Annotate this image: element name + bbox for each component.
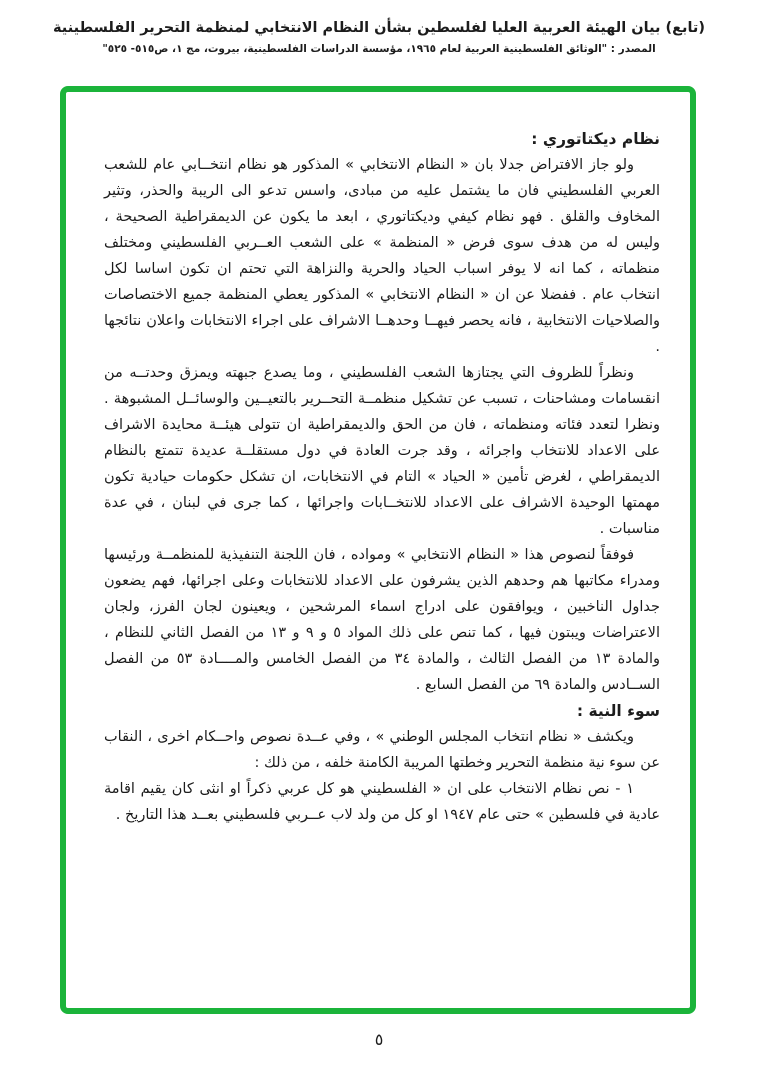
page-title: (تابع) بيان الهيئة العربية العليا لفلسطين بشأن النظام الانتخابي لمنظمة التحرير الفلسطينية: [52, 20, 705, 36]
page-number: ٥: [374, 1030, 384, 1049]
document-header: [0, 20, 758, 55]
source-line: المصدر : "الوثائق الفلسطينية العربية لعام ١٩٦٥، مؤسسة الدراسات الفلسطينية، بيروت، مج ١، ص٥١٥- ٥٢٥": [102, 43, 656, 55]
document-body: [104, 126, 660, 828]
paragraph: ويكشف « نظام انتخاب المجلس الوطني » ، وفي عــدة نصوص واحــكام اخرى ، النقاب عن سوء نية منظمة التحرير وخطتها المريبة الكامنة خلفه ، من ذلك :: [104, 729, 660, 771]
paragraph: ولو جاز الافتراض جدلا بان « النظام الانتخابي » المذكور هو نظام انتخــابي عام للشعب العربي الفلسطيني فان ما يشتمل عليه من مبادى، واسس تدعو الى الريبة والحذر، وتثير المخاوف والقلق . فهو نظام كيفي وديكتاتوري ، ابعد ما يكون عن الديمقراطية الصحيحة ، وليس له من هدف سوى فرض « المنظمة » على الشعب العــربي الفلسطيني ومختلف منظماته ، كما انه لا يوفر اسباب الحياد والحرية والنزاهة التي تحتم ان تكون اساسا لكل انتخاب عام . ففضلا عن ان « النظام الانتخابي » المذكور يعطي المنظمة جميع الاختصاصات والصلاحيات الانتخابية ، فانه يحصر فيهــا وحدهــا الاشراف على اجراء الانتخابات واعلان نتائجها .: [104, 157, 660, 355]
section-heading-dictatorial-system: نظام ديكتاتوري :: [531, 130, 660, 148]
section-heading-bad-faith: سوء النية :: [576, 702, 660, 720]
paragraph: ١ - نص نظام الانتخاب على ان « الفلسطيني هو كل عربي ذكراً او انثى كان يقيم اقامة عادية في فلسطين » حتى عام ١٩٤٧ او كل من ولد لاب عــربي فلسطيني بعــد هذا التاريخ .: [104, 781, 660, 823]
paragraph: فوفقاً لنصوص هذا « النظام الانتخابي » ومواده ، فان اللجنة التنفيذية للمنظمــة ورئيسها ومدراء مكاتبها هم وحدهم الذين يشرفون على الاعداد للانتخابات وعلى اجرائها، فهم يضعون جداول الناخبين ، ويوافقون على ادراج اسماء المرشحين ، ويعينون لجان الفرز، ولجان الاعتراضات ويبتون فيها ، كما تنص على ذلك المواد ٥ و ٩ و ١٣ من الفصل الثاني للنظام ، والمادة ١٣ من الفصل الثالث ، والمادة ٣٤ من الفصل الخامس والمــــادة ٥٣ من الفصل الســادس والمادة ٦٩ من الفصل السابع .: [104, 547, 660, 693]
paragraph: ونظراً للظروف التي يجتازها الشعب الفلسطيني ، وما يصدع جبهته ويمزق وحدتــه من انقسامات ومشاحنات ، تسبب عن تشكيل منظمــة التحــرير بالتعيــين والوسائــل المشبوهة . ونظرا لتعدد فئاته ومنظماته ، فان من الحق والديمقراطية ان تتولى هيئــة محايدة الاشراف على الاعداد للانتخاب واجرائه ، وقد جرت العادة في دول مستقلــة عديدة تتمتع بالنظام الديمقراطي ، لغرض تأمين « الحياد » التام في الانتخابات، ان تشكل حكومات حيادية تكون مهمتها الوحيدة الاشراف على الاعداد للانتخــابات واجرائها ، كما جرى في لبنان ، في عدة مناسبات .: [104, 365, 660, 537]
